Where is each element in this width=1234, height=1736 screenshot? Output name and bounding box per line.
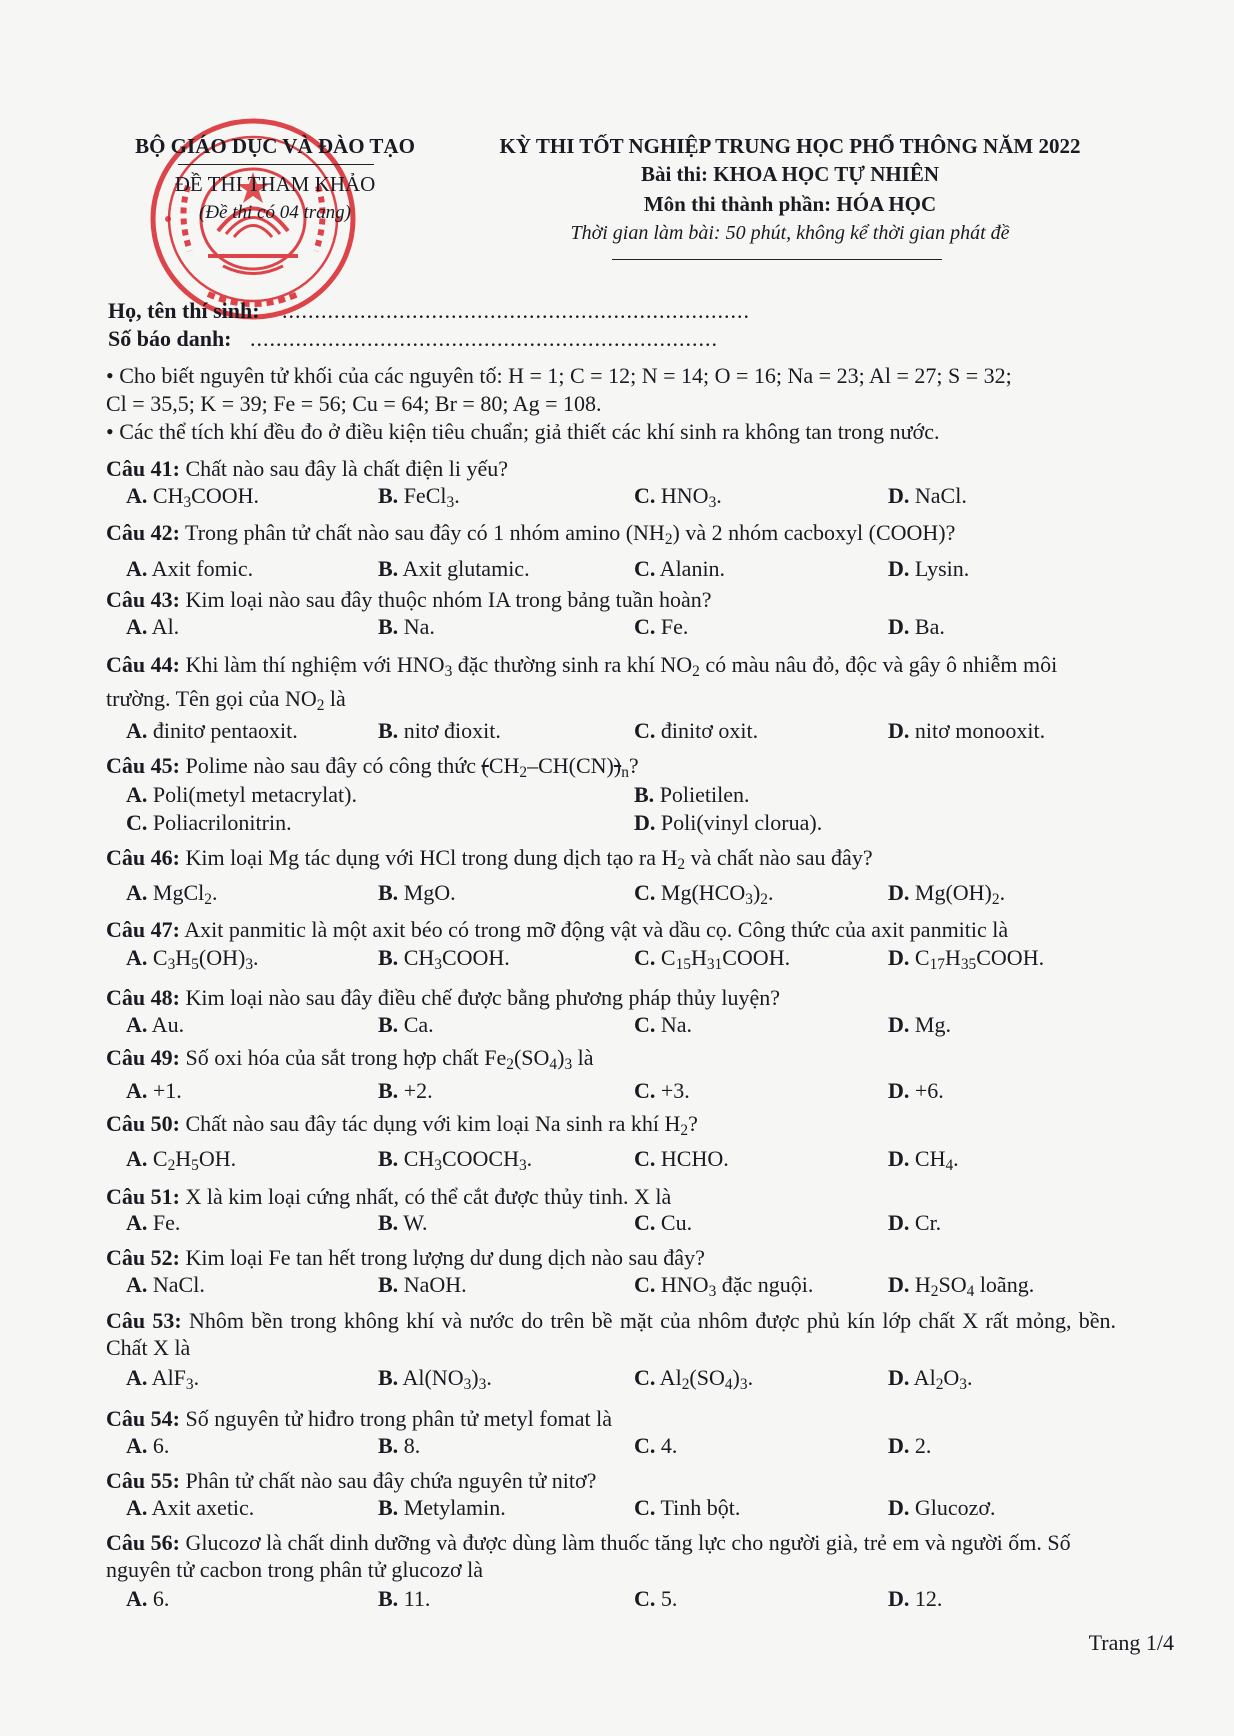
divider-left (178, 164, 374, 165)
question-50: Câu 50: Chất nào sau đây tác dụng với kim loại Na sinh ra khí $H_2$? (106, 1111, 698, 1139)
option-46-b: B. MgO. (378, 880, 456, 905)
option-48-a: A. Au. (126, 1012, 185, 1037)
question-41: Câu 41: Chất nào sau đây là chất điện li yếu? (106, 456, 509, 481)
options-45-row1 (126, 782, 1116, 810)
question-55: Câu 55: Phân tử chất nào sau đây chứa nguyên tử nitơ? (106, 1468, 597, 1493)
option-54-d: D. 2. (888, 1433, 932, 1458)
option-43-d: D. Ba. (888, 614, 945, 639)
option-52-c: C. $HNO_3$ đặc nguội. (634, 1272, 814, 1300)
option-45-a: A. Poli(metyl metacrylat). (126, 782, 357, 807)
options-43 (126, 614, 1116, 642)
option-54-b: B. 8. (378, 1433, 421, 1458)
option-53-a: A. AlF$_3$. (126, 1365, 200, 1393)
option-43-a: A. Al. (126, 614, 180, 639)
candidate-id-dots: ........................................................................ (250, 326, 718, 351)
option-43-b: B. Na. (378, 614, 435, 639)
question-42: Câu 42: Trong phân tử chất nào sau đây có 1 nhóm amino $(NH_2)$ và 2 nhóm cacboxyl (COOH)? (106, 520, 956, 548)
option-45-b: B. Polietilen. (634, 782, 750, 807)
option-55-b: B. Metylamin. (378, 1495, 506, 1520)
question-51: Câu 51: X là kim loại cứng nhất, có thể cắt được thủy tinh. X là (106, 1184, 672, 1209)
subject: Bài thi: KHOA HỌC TỰ NHIÊN (640, 162, 940, 186)
option-53-b: B. $Al(NO_3)_3$. (378, 1365, 492, 1393)
option-56-d: D. 12. (888, 1586, 943, 1611)
option-49-a: A. +1. (126, 1078, 182, 1103)
option-49-c: C. +3. (634, 1078, 690, 1103)
option-44-a: A. đinitơ pentaoxit. (126, 718, 298, 743)
option-55-a: A. Axit axetic. (126, 1495, 255, 1520)
candidate-name-label: Họ, tên thí sinh: (108, 298, 260, 323)
option-54-c: C. 4. (634, 1433, 678, 1458)
question-47: Câu 47: Axit panmitic là một axit béo có trong mỡ động vật và dầu cọ. Công thức của axit panmitic là (106, 917, 1009, 942)
options-53 (126, 1365, 1116, 1393)
options-51 (126, 1210, 1116, 1238)
option-46-c: C. $Mg(HCO_3)_2$. (634, 880, 774, 908)
option-48-b: B. Ca. (378, 1012, 434, 1037)
option-56-b: B. 11. (378, 1586, 431, 1611)
option-47-b: B. $CH_3COOH$. (378, 945, 510, 973)
option-42-c: C. Alanin. (634, 556, 726, 581)
candidate-id-label: Số báo danh: (108, 326, 232, 351)
options-45-row2 (126, 810, 1116, 838)
option-56-a: A. 6. (126, 1586, 170, 1611)
option-46-a: A. MgCl$_2$. (126, 880, 218, 908)
option-43-c: C. Fe. (634, 614, 689, 639)
options-48 (126, 1012, 1116, 1040)
options-55 (126, 1495, 1116, 1523)
option-41-b: B. FeCl$_3$. (378, 483, 460, 511)
option-51-b: B. W. (378, 1210, 428, 1235)
option-55-d: D. Glucozơ. (888, 1495, 996, 1520)
component-subject: Môn thi thành phần: HÓA HỌC (643, 192, 937, 216)
option-48-c: C. Na. (634, 1012, 693, 1037)
exam-type: ĐỀ THI THAM KHẢO (174, 172, 376, 196)
pages-note: (Đề thi có 04 trang) (199, 202, 351, 223)
option-50-b: B. $CH_3COOCH_3$. (378, 1146, 533, 1174)
option-51-d: D. Cr. (888, 1210, 942, 1235)
question-52: Câu 52: Kim loại Fe tan hết trong lượng dư dung dịch nào sau đây? (106, 1245, 705, 1270)
question-45: Câu 45: Polime nào sau đây có công thức $(CH_2-CH(CN))_n$? (106, 753, 639, 781)
option-52-a: A. NaCl. (126, 1272, 205, 1297)
time-allowed: Thời gian làm bài: 50 phút, không kể thời gian phát đề (570, 222, 1010, 244)
option-48-d: D. Mg. (888, 1012, 951, 1037)
option-51-a: A. Fe. (126, 1210, 181, 1235)
option-42-b: B. Axit glutamic. (378, 556, 530, 581)
option-56-c: C. 5. (634, 1586, 678, 1611)
option-52-d: D. $H_2SO_4$ loãng. (888, 1272, 1035, 1300)
page-number: Trang 1/4 (1088, 1630, 1174, 1655)
options-54 (126, 1433, 1116, 1461)
option-52-b: B. NaOH. (378, 1272, 467, 1297)
option-44-b: B. nitơ đioxit. (378, 718, 501, 743)
option-50-d: D. $CH_4$. (888, 1146, 959, 1174)
question-53: Câu 53: Nhôm bền trong không khí và nước do trên bề mặt của nhôm được phủ kín lớp chất X rất mỏng, bền. Chất X là (106, 1308, 1116, 1360)
option-49-d: D. +6. (888, 1078, 944, 1103)
options-41 (126, 483, 1116, 511)
question-44: Câu 44: Khi làm thí nghiệm với $HNO_3$ đặc thường sinh ra khí $NO_2$ có màu nâu đỏ, độc và gây ô nhiễm môi trường. Tên gọi của $NO_2$ là (106, 652, 1058, 714)
question-49: Câu 49: Số oxi hóa của sắt trong hợp chất $Fe_2(SO_4)_3$ là (106, 1045, 594, 1073)
option-51-c: C. Cu. (634, 1210, 693, 1235)
ministry-name: BỘ GIÁO DỤC VÀ ĐÀO TẠO (135, 134, 415, 158)
option-47-a: A. $C_3H_5(OH)_3$. (126, 945, 259, 973)
options-52 (126, 1272, 1116, 1300)
note-atomic-masses-2: Cl = 35,5; K = 39; Fe = 56; Cu = 64; Br = 80; Ag = 108. (106, 391, 602, 416)
option-46-d: D. $Mg(OH)_2$. (888, 880, 1006, 908)
note-gas-conditions: • Các thể tích khí đều đo ở điều kiện tiêu chuẩn; giả thiết các khí sinh ra không tan trong nước. (106, 419, 940, 444)
option-41-a: A. $CH_3COOH$. (126, 483, 259, 511)
option-53-d: D. $Al_2O_3$. (888, 1365, 973, 1393)
option-44-c: C. đinitơ oxit. (634, 718, 759, 743)
question-54: Câu 54: Số nguyên tử hiđro trong phân tử metyl fomat là (106, 1406, 612, 1431)
option-41-c: C. $HNO_3$. (634, 483, 722, 511)
options-42 (126, 556, 1116, 584)
question-48: Câu 48: Kim loại nào sau đây điều chế được bằng phương pháp thủy luyện? (106, 985, 780, 1010)
divider-right (612, 259, 942, 260)
option-44-d: D. nitơ monooxit. (888, 718, 1046, 743)
option-50-c: C. HCHO. (634, 1146, 729, 1171)
option-53-c: C. $Al_2(SO_4)_3$. (634, 1365, 754, 1393)
option-47-c: C. $C_{15}H_{31}COOH$. (634, 945, 791, 973)
options-44 (126, 718, 1116, 746)
option-42-a: A. Axit fomic. (126, 556, 254, 581)
note-atomic-masses-1: • Cho biết nguyên tử khối của các nguyên tố: H = 1; C = 12; N = 14; O = 16; Na = 23; Al = 27; S = 32; (106, 363, 1012, 388)
option-45-c: C. Poliacrilonitrin. (126, 810, 292, 835)
options-50 (126, 1146, 1116, 1174)
question-46: Câu 46: Kim loại Mg tác dụng với HCl trong dung dịch tạo ra $H_2$ và chất nào sau đây? (106, 845, 873, 873)
options-49 (126, 1078, 1116, 1106)
options-56 (126, 1586, 1116, 1614)
question-43: Câu 43: Kim loại nào sau đây thuộc nhóm IA trong bảng tuần hoàn? (106, 587, 712, 612)
option-42-d: D. Lysin. (888, 556, 970, 581)
candidate-name-dots: ........................................................................ (282, 298, 750, 323)
option-49-b: B. +2. (378, 1078, 433, 1103)
options-47 (126, 945, 1116, 973)
option-47-d: D. $C_{17}H_{35}COOH$. (888, 945, 1045, 973)
options-46 (126, 880, 1116, 908)
question-56: Câu 56: Glucozơ là chất dinh dưỡng và được dùng làm thuốc tăng lực cho người già, trẻ em và người ốm. Số nguyên tử cacbon trong phân tử glucozơ là (106, 1530, 1071, 1582)
option-55-c: C. Tinh bột. (634, 1495, 741, 1520)
option-45-d: D. Poli(vinyl clorua). (634, 810, 823, 835)
exam-title: KỲ THI TỐT NGHIỆP TRUNG HỌC PHỔ THÔNG NĂM 2022 (499, 134, 1081, 158)
option-54-a: A. 6. (126, 1433, 170, 1458)
option-41-d: D. NaCl. (888, 483, 967, 508)
option-50-a: A. $C_2H_5OH$. (126, 1146, 237, 1174)
